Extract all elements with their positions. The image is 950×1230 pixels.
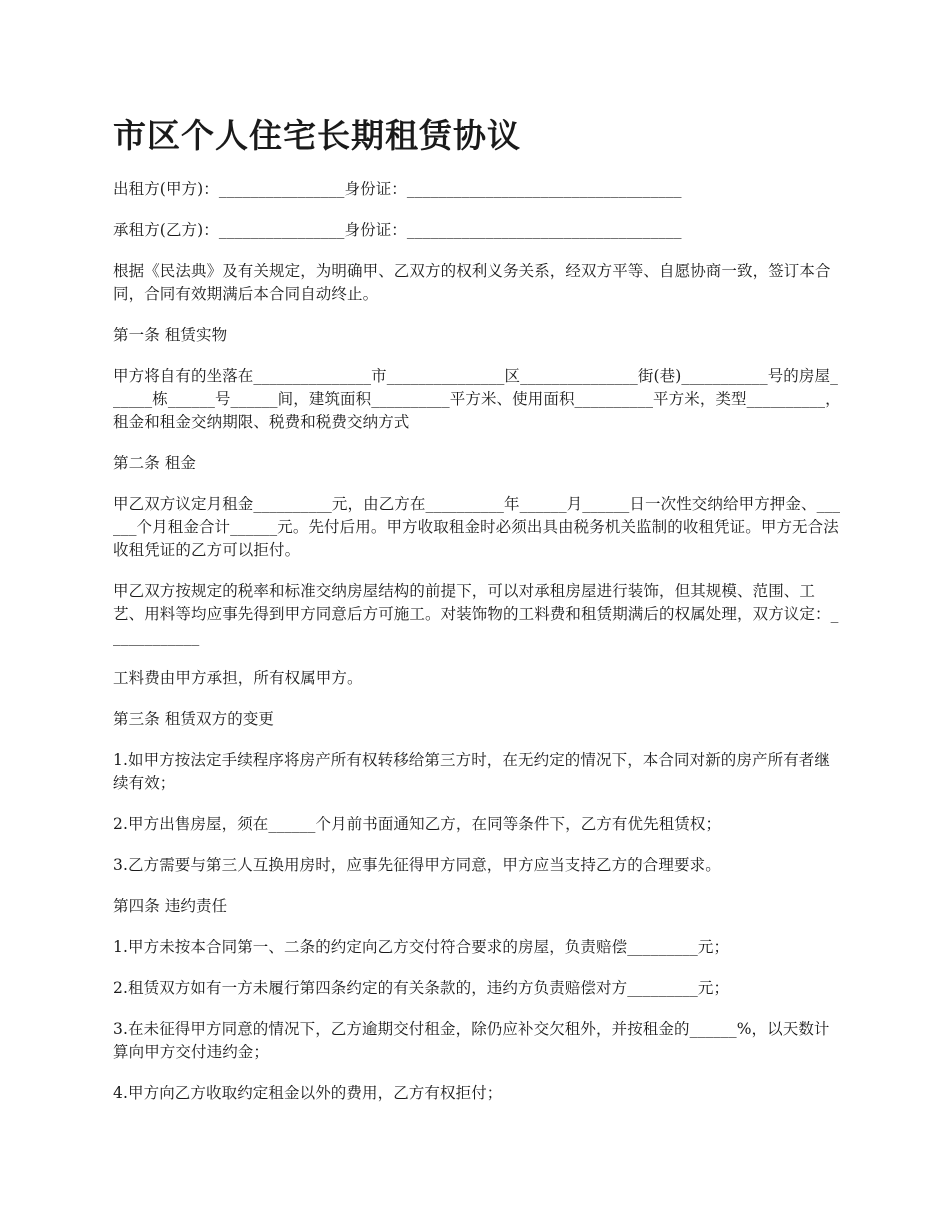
- article-1-body: 甲方将自有的坐落在_______________市_______________区_______________街(巷)___________号的房屋______栋______号______间，建筑面积__________平方米、使用面积__________平方米，类型__________，租金和租金交纳期限、税费和税费交纳方式: [113, 367, 841, 431]
- article-2-heading: 第二条 租金: [113, 454, 197, 472]
- labor-cost-paragraph: 工料费由甲方承担，所有权属甲方。: [113, 669, 363, 687]
- article-2-body: 甲乙双方议定月租金__________元，由乙方在__________年______月______日一次性交纳给甲方押金、______个月租金合计______元。先付后用。甲方收取租金时必须出具由税务机关监制的收租凭证。甲方无合法收租凭证的乙方可以拒付。: [113, 495, 841, 559]
- document-title: 市区个人住宅长期租赁协议: [113, 116, 521, 155]
- decoration-paragraph: 甲乙双方按规定的税率和标准交纳房屋结构的前提下，可以对承租房屋进行装饰，但其规模、范围、工艺、用料等均应事先得到甲方同意后方可施工。对装饰物的工料费和租赁期满后的权属处理，双方议定：____________: [113, 582, 839, 646]
- article-3-item-2: 2.甲方出售房屋，须在______个月前书面通知乙方，在同等条件下，乙方有优先租赁权；: [113, 815, 722, 833]
- lessor-line: 出租方(甲方)：________________身份证：___________________________________: [113, 180, 682, 198]
- article-3-item-3: 3.乙方需要与第三人互换用房时，应事先征得甲方同意，甲方应当支持乙方的合理要求。: [113, 856, 721, 874]
- article-4-item-2: 2.租赁双方如有一方未履行第四条约定的有关条款的，违约方负责赔偿对方_________元；: [113, 979, 730, 997]
- article-4-item-4: 4.甲方向乙方收取约定租金以外的费用，乙方有权拒付；: [113, 1084, 503, 1102]
- article-4-item-1: 1.甲方未按本合同第一、二条的约定向乙方交付符合要求的房屋，负责赔偿_________元；: [113, 938, 730, 956]
- preamble-paragraph: 根据《民法典》及有关规定，为明确甲、乙双方的权利义务关系，经双方平等、自愿协商一致，签订本合同，合同有效期满后本合同自动终止。: [113, 262, 831, 303]
- article-4-item-3: 3.在未征得甲方同意的情况下，乙方逾期交付租金，除仍应补交欠租外，并按租金的______%，以天数计算向甲方交付违约金；: [113, 1020, 830, 1061]
- article-3-item-1: 1.如甲方按法定手续程序将房产所有权转移给第三方时，在无约定的情况下，本合同对新的房产所有者继续有效；: [113, 751, 830, 792]
- document-page: [113, 112, 841, 1123]
- article-3-heading: 第三条 租赁双方的变更: [113, 710, 275, 728]
- article-4-heading: 第四条 违约责任: [113, 897, 228, 915]
- lessee-line: 承租方(乙方)：________________身份证：___________________________________: [113, 221, 682, 239]
- article-1-heading: 第一条 租赁实物: [113, 326, 228, 344]
